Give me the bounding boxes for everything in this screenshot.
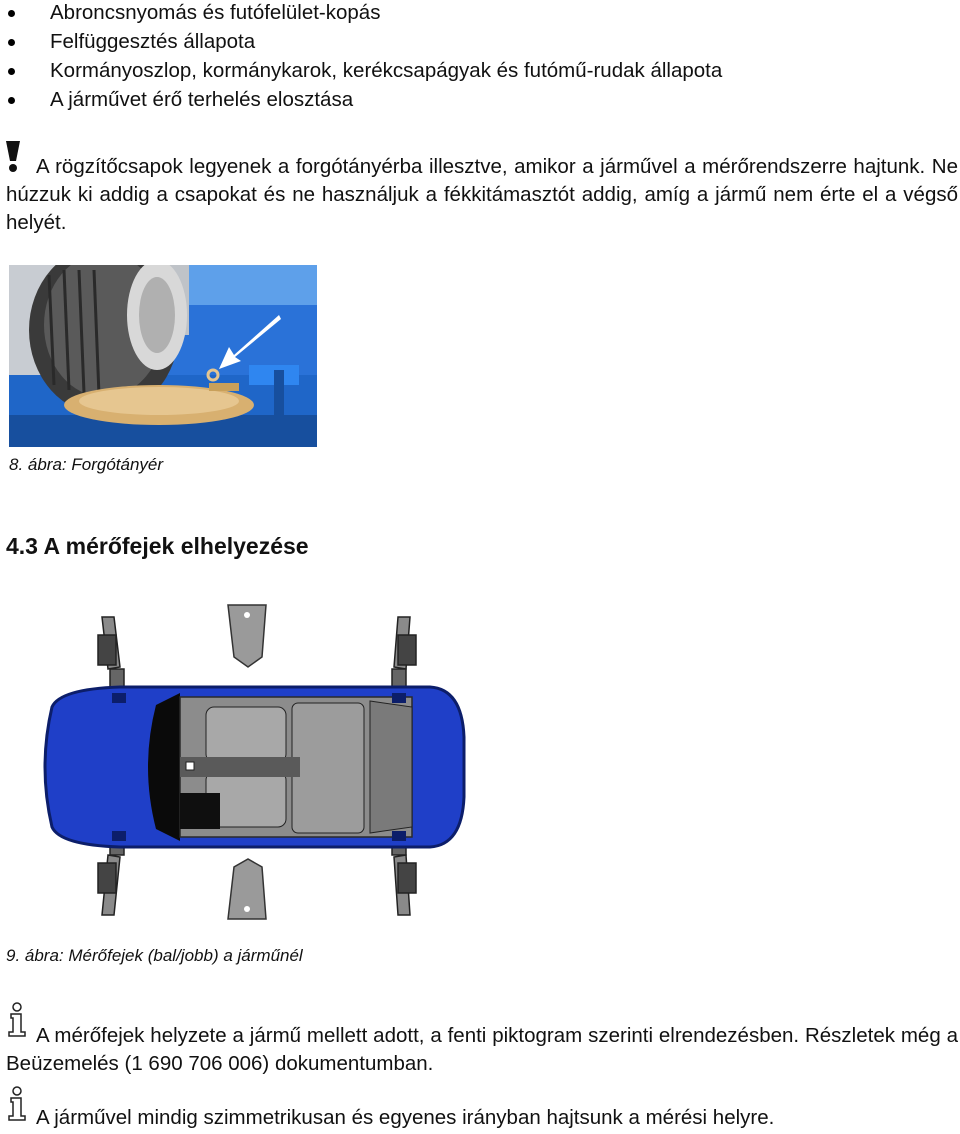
bullet-item: A járművet érő terhelés elosztása (0, 87, 960, 116)
measuring-head-icon (98, 617, 124, 689)
warning-paragraph (6, 153, 958, 237)
figure-8-caption: 8. ábra: Forgótányér (9, 455, 164, 474)
info-paragraph-2 (6, 1104, 958, 1132)
turntable-photo (9, 265, 317, 447)
info-text-1: A mérőfejek helyzete a jármű mellett adott, a fenti piktogram szerinti elrendezésben. Részletek még a Beüzemelés (1 690 706 006) dokumentumban. (6, 1024, 958, 1075)
bullet-item: Felfüggesztés állapota (0, 29, 960, 58)
bullet-list (0, 0, 960, 116)
bullet-item: Kormányoszlop, kormánykarok, kerékcsapágyak és futómű-rudak állapota (0, 58, 960, 87)
info-text-2: A járművel mindig szimmetrikusan és egyenes irányban hajtsunk a mérési helyre. (36, 1106, 775, 1129)
section-heading: 4.3 A mérőfejek elhelyezése (6, 533, 309, 559)
measuring-head-icon (228, 605, 266, 667)
measuring-head-icon (392, 617, 416, 689)
bullet-item: Abroncsnyomás és futófelület-kopás (0, 0, 960, 29)
car-diagram (30, 597, 470, 927)
warning-text: A rögzítőcsapok legyenek a forgótányérba illesztve, amikor a járművel a mérőrendszerre hajtunk. Ne húzzuk ki addig a csapokat és ne használjuk a fékkitámasztót addig, amíg a jármű nem érte el a végső helyét. (6, 155, 958, 234)
figure-9-caption: 9. ábra: Mérőfejek (bal/jobb) a járműnél (6, 946, 303, 965)
info-paragraph-1 (6, 1022, 958, 1078)
measuring-head-icon (228, 859, 266, 919)
